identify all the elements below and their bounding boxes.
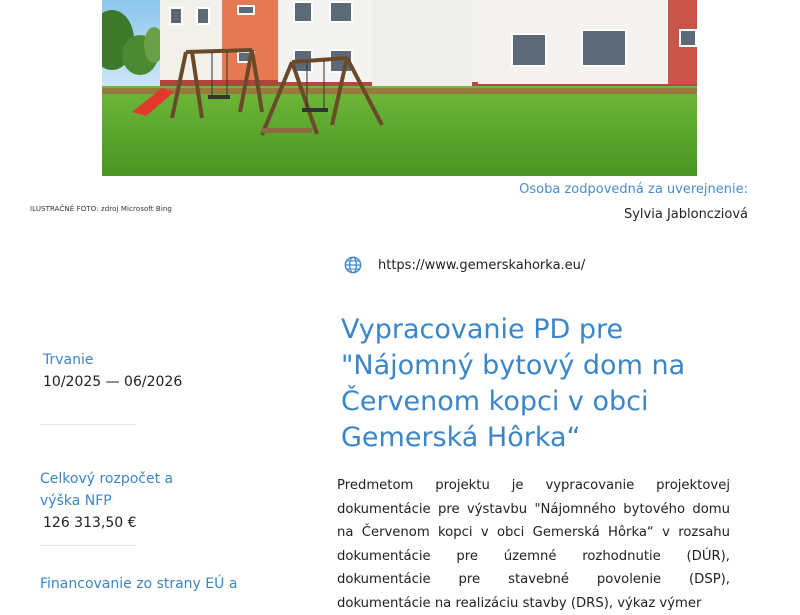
responsible-person-label: Osoba zodpovedná za uverejnenie: bbox=[519, 182, 748, 197]
duration-value: 10/2025 — 06/2026 bbox=[43, 374, 183, 390]
apartment-building-image bbox=[102, 0, 697, 176]
photo-caption: ILUSTRAČNÉ FOTO: zdroj Microsoft Bing bbox=[30, 205, 172, 213]
globe-icon bbox=[344, 256, 362, 274]
funding-label: Financovanie zo strany EÚ a bbox=[40, 576, 238, 592]
project-title: Vypracovanie PD pre "Nájomný bytový dom na Červenom kopci v obci Gemerská Hôrka“ bbox=[341, 314, 686, 453]
budget-value: 126 313,50 € bbox=[43, 515, 137, 531]
website-link[interactable]: https://www.gemerskahorka.eu/ bbox=[378, 257, 586, 273]
divider bbox=[40, 424, 136, 425]
duration-label: Trvanie bbox=[43, 352, 94, 368]
divider bbox=[40, 545, 136, 546]
budget-label: Celkový rozpočet a výška NFP bbox=[40, 471, 174, 509]
project-description: Predmetom projektu je vypracovanie projektovej dokumentácie pre výstavbu "Nájomného bytového domu na Červenom kopci v obci Gemerská Hôrka“ v rozsahu dokumentácie pre územné rozhodnutie (DÚR), dokumentácie pre stavebné povolenie (DSP), dokumentácie na realizáciu stavby (DRS), výkaz výmer bbox=[337, 478, 730, 611]
website-row bbox=[344, 256, 585, 274]
responsible-person-name: Sylvia Jabloncziová bbox=[623, 207, 748, 222]
project-photo bbox=[102, 0, 697, 176]
